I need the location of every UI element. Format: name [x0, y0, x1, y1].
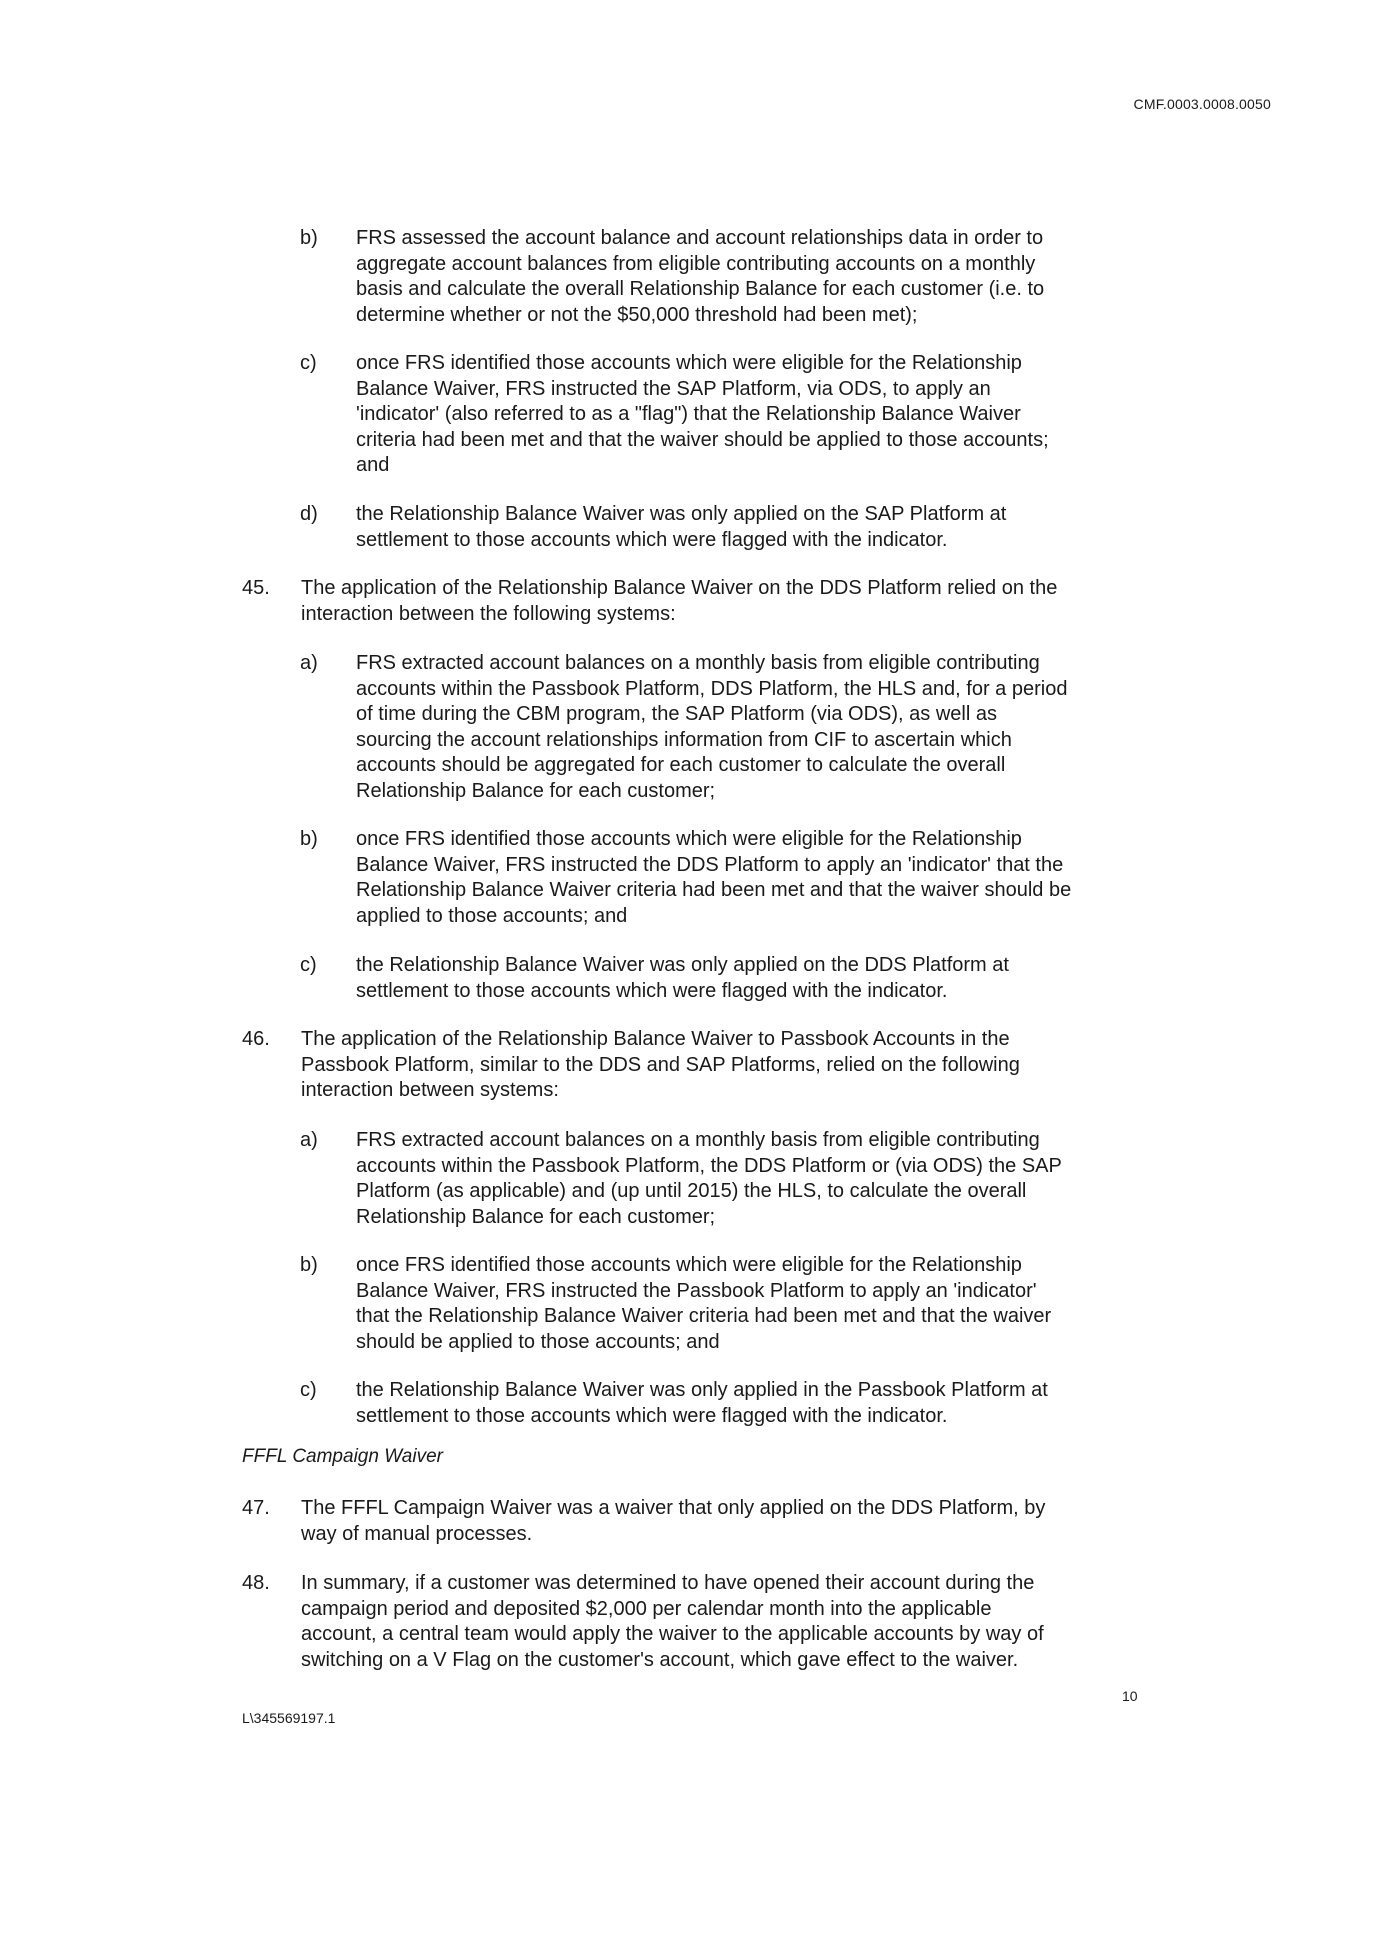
paragraph-number: 47.	[242, 1497, 270, 1519]
sub-paragraph-text: once FRS identified those accounts which were eligible for the Relationship Balance Waiver, FRS instructed the DDS Platform to apply an 'indicator' that the Relationship Balance Waiver criteria had been met and that the waiver should be applied to those accounts; and	[356, 828, 1072, 927]
sub-paragraph-label: a)	[300, 1129, 318, 1151]
sub-paragraph-c	[300, 1378, 1146, 1429]
page-number: 10	[1122, 1688, 1138, 1704]
sub-paragraph-text: FRS extracted account balances on a monthly basis from eligible contributing accounts within the Passbook Platform, DDS Platform, the HLS and, for a period of time during the CBM program, the SAP Platform (via ODS), as well as sourcing the account relationships information from CIF to ascertain which accounts should be aggregated for each customer to calculate the overall Relationship Balance for each customer;	[356, 652, 1068, 802]
sub-paragraph-label: b)	[300, 227, 318, 249]
sub-paragraph-text: the Relationship Balance Waiver was only applied in the Passbook Platform at settlement to those accounts which were flagged with the indicator.	[356, 1379, 1048, 1427]
sub-paragraph-label: c)	[300, 954, 317, 976]
sub-paragraph-text: FRS assessed the account balance and account relationships data in order to aggregate account balances from eligible contributing accounts on a monthly basis and calculate the overall Relationship Balance for each customer (i.e. to determine whether or not the $50,000 threshold had been met);	[356, 227, 1045, 326]
paragraph-45	[242, 576, 1142, 627]
sub-paragraph-c	[300, 953, 1146, 1004]
paragraph-48	[242, 1571, 1142, 1673]
paragraph-number: 46.	[242, 1028, 270, 1050]
paragraph-number: 48.	[242, 1572, 270, 1594]
section-heading: FFFL Campaign Waiver	[242, 1446, 443, 1467]
sub-paragraph-text: once FRS identified those accounts which were eligible for the Relationship Balance Waiver, FRS instructed the Passbook Platform to apply an 'indicator' that the Relationship Balance Waiver criteria had been met and that the waiver should be applied to those accounts; and	[356, 1254, 1052, 1353]
document-id: CMF.0003.0008.0050	[1133, 96, 1271, 112]
sub-paragraph-a	[300, 651, 1146, 804]
paragraph-number: 45.	[242, 577, 270, 599]
sub-paragraph-d	[300, 502, 1146, 553]
paragraph-text: The application of the Relationship Balance Waiver to Passbook Accounts in the Passbook Platform, similar to the DDS and SAP Platforms, relied on the following interaction between systems:	[301, 1028, 1020, 1101]
paragraph-text: In summary, if a customer was determined to have opened their account during the campaign period and deposited $2,000 per calendar month into the applicable account, a central team would apply the waiver to the applicable accounts by way of switching on a V Flag on the customer's account, which gave effect to the waiver.	[301, 1572, 1044, 1671]
sub-paragraph-label: a)	[300, 652, 318, 674]
sub-paragraph-b	[300, 226, 1146, 328]
sub-paragraph-a	[300, 1128, 1146, 1230]
sub-paragraph-label: d)	[300, 503, 318, 525]
sub-paragraph-text: the Relationship Balance Waiver was only applied on the DDS Platform at settlement to those accounts which were flagged with the indicator.	[356, 954, 1009, 1002]
sub-paragraph-text: FRS extracted account balances on a monthly basis from eligible contributing accounts within the Passbook Platform, the DDS Platform or (via ODS) the SAP Platform (as applicable) and (up until 2015) the HLS, to calculate the overall Relationship Balance for each customer;	[356, 1129, 1062, 1228]
sub-paragraph-b	[300, 827, 1146, 929]
sub-paragraph-label: b)	[300, 1254, 318, 1276]
paragraph-46	[242, 1027, 1142, 1104]
paragraph-47	[242, 1496, 1142, 1547]
paragraph-text: The FFFL Campaign Waiver was a waiver that only applied on the DDS Platform, by way of manual processes.	[301, 1497, 1046, 1545]
sub-paragraph-label: c)	[300, 1379, 317, 1401]
sub-paragraph-text: once FRS identified those accounts which were eligible for the Relationship Balance Waiver, FRS instructed the SAP Platform, via ODS, to apply an 'indicator' (also referred to as a "flag") that the Relationship Balance Waiver criteria had been met and that the waiver should be applied to those accounts; and	[356, 352, 1049, 476]
footer-reference: L\345569197.1	[242, 1710, 336, 1726]
sub-paragraph-label: b)	[300, 828, 318, 850]
sub-paragraph-c	[300, 351, 1146, 479]
sub-paragraph-b	[300, 1253, 1146, 1355]
sub-paragraph-text: the Relationship Balance Waiver was only applied on the SAP Platform at settlement to those accounts which were flagged with the indicator.	[356, 503, 1007, 551]
paragraph-text: The application of the Relationship Balance Waiver on the DDS Platform relied on the interaction between the following systems:	[301, 577, 1058, 625]
sub-paragraph-label: c)	[300, 352, 317, 374]
